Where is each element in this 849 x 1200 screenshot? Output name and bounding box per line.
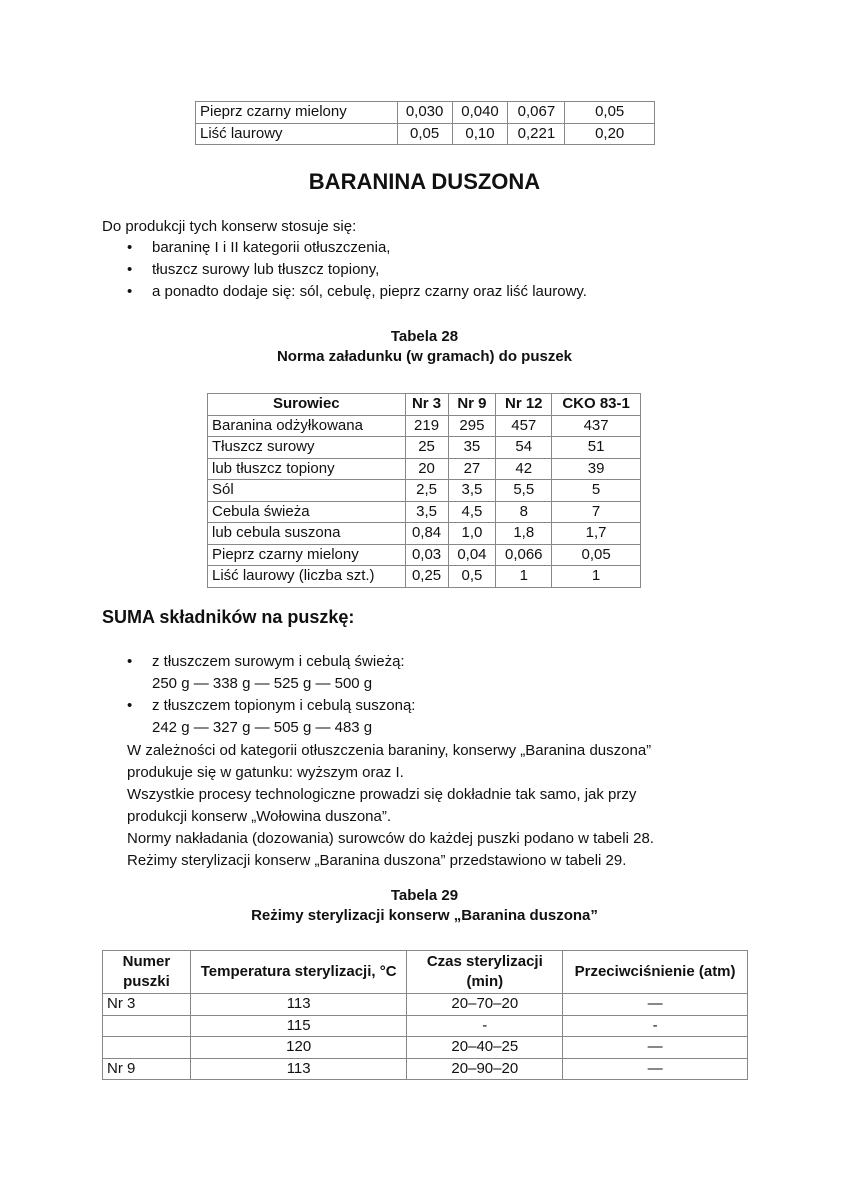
cell-value: 27 <box>448 458 496 480</box>
cell-value: — <box>563 1058 748 1080</box>
paragraph-line: Normy nakładania (dozowania) surowców do każdej puszki podano w tabeli 28. <box>127 830 654 847</box>
row-label: Liść laurowy <box>196 123 398 145</box>
table29 <box>102 950 748 1080</box>
cell-value: 1 <box>552 566 641 588</box>
cell-value: 219 <box>405 415 448 437</box>
row-label: Pieprz czarny mielony <box>208 544 406 566</box>
cell-value: 0,05 <box>397 123 452 145</box>
cell-value: 20–90–20 <box>407 1058 563 1080</box>
column-header: Nr 9 <box>448 394 496 416</box>
column-header: Nr 12 <box>496 394 552 416</box>
cell-value: 20–40–25 <box>407 1037 563 1059</box>
cell-value: 5,5 <box>496 480 552 502</box>
cell-value: - <box>407 1015 563 1037</box>
column-header: CKO 83-1 <box>552 394 641 416</box>
column-header: Numer puszki <box>103 951 191 994</box>
list-item-text: baraninę I i II kategorii otłuszczenia, <box>152 239 391 256</box>
paragraph-line: produkuje się w gatunku: wyższym oraz I. <box>127 764 404 781</box>
cell-value: — <box>563 1037 748 1059</box>
cell-value: 8 <box>496 501 552 523</box>
table-row <box>208 415 641 437</box>
paragraph-line: Wszystkie procesy technologiczne prowadzi się dokładnie tak samo, jak przy <box>127 786 637 803</box>
list-item-values: 250 g — 338 g — 525 g — 500 g <box>152 675 373 692</box>
table-row <box>208 480 641 502</box>
cell-value: 25 <box>405 437 448 459</box>
intro-text: Do produkcji tych konserw stosuje się: <box>102 218 357 235</box>
table28 <box>207 393 641 588</box>
table29-caption: Reżimy sterylizacji konserw „Baranina duszona” <box>251 907 598 924</box>
cell-value: 113 <box>190 994 407 1016</box>
cell-value: 35 <box>448 437 496 459</box>
cell-value: 113 <box>190 1058 407 1080</box>
top-table <box>195 101 655 145</box>
row-label: Cebula świeża <box>208 501 406 523</box>
cell-value: 0,221 <box>508 123 565 145</box>
cell-value: 0,040 <box>452 102 508 124</box>
cell-value: 0,25 <box>405 566 448 588</box>
column-header: Nr 3 <box>405 394 448 416</box>
cell-value: 0,5 <box>448 566 496 588</box>
list-item-text: a ponadto dodaje się: sól, cebulę, pieprz czarny oraz liść laurowy. <box>152 283 587 300</box>
cell-value: 39 <box>552 458 641 480</box>
cell-value: - <box>563 1015 748 1037</box>
cell-value: 0,03 <box>405 544 448 566</box>
cell-value: 0,05 <box>552 544 641 566</box>
list-item-label: z tłuszczem topionym i cebulą suszoną: <box>152 697 416 714</box>
table-row <box>103 1037 748 1059</box>
row-label: lub tłuszcz topiony <box>208 458 406 480</box>
cell-value: 0,20 <box>565 123 655 145</box>
bullet-icon: • <box>127 653 133 670</box>
paragraph-line: Reżimy sterylizacji konserw „Baranina duszona” przedstawiono w tabeli 29. <box>127 852 627 869</box>
cell-value: 437 <box>552 415 641 437</box>
page-title: BARANINA DUSZONA <box>308 169 541 194</box>
cell-value: — <box>563 994 748 1016</box>
cell-value: 54 <box>496 437 552 459</box>
table-row <box>208 566 641 588</box>
list-item-values: 242 g — 327 g — 505 g — 483 g <box>152 719 373 736</box>
row-label: Nr 3 <box>103 994 191 1016</box>
row-label: Nr 9 <box>103 1058 191 1080</box>
cell-value: 0,067 <box>508 102 565 124</box>
list-item-label: z tłuszczem surowym i cebulą świeżą: <box>152 653 405 670</box>
list-item <box>127 259 587 281</box>
paragraph-line: W zależności od kategorii otłuszczenia baraniny, konserwy „Baranina duszona” <box>127 742 652 759</box>
cell-value: 0,066 <box>496 544 552 566</box>
row-label <box>103 1037 191 1059</box>
table-row <box>208 458 641 480</box>
table-row <box>196 123 655 145</box>
paragraph-line: produkcji konserw „Wołowina duszona”. <box>127 808 392 825</box>
cell-value: 1,8 <box>496 523 552 545</box>
row-label: Liść laurowy (liczba szt.) <box>208 566 406 588</box>
list-item <box>127 651 415 695</box>
table-row <box>208 437 641 459</box>
bullet-icon: • <box>127 283 133 300</box>
row-label: Baranina odżyłkowana <box>208 415 406 437</box>
table-row <box>208 501 641 523</box>
column-header: Surowiec <box>208 394 406 416</box>
cell-value: 20 <box>405 458 448 480</box>
cell-value: 1 <box>496 566 552 588</box>
cell-value: 120 <box>190 1037 407 1059</box>
table-row <box>208 544 641 566</box>
table-row <box>103 994 748 1016</box>
table28-label: Tabela 28 <box>390 328 459 345</box>
cell-value: 5 <box>552 480 641 502</box>
table-row <box>103 1058 748 1080</box>
list-item <box>127 237 587 259</box>
column-header: Czas sterylizacji (min) <box>407 951 563 994</box>
cell-value: 457 <box>496 415 552 437</box>
intro-bullet-list <box>127 237 587 303</box>
list-item-text: tłuszcz surowy lub tłuszcz topiony, <box>152 261 380 278</box>
suma-paragraph <box>127 740 654 872</box>
suma-list <box>127 651 416 739</box>
list-item <box>127 281 587 303</box>
cell-value: 0,10 <box>452 123 508 145</box>
suma-heading: SUMA składników na puszkę: <box>102 607 355 627</box>
bullet-icon: • <box>127 239 133 256</box>
bullet-icon: • <box>127 261 133 278</box>
table29-label: Tabela 29 <box>390 887 459 904</box>
row-label <box>103 1015 191 1037</box>
cell-value: 0,030 <box>397 102 452 124</box>
cell-value: 1,0 <box>448 523 496 545</box>
cell-value: 1,7 <box>552 523 641 545</box>
cell-value: 3,5 <box>405 501 448 523</box>
bullet-icon: • <box>127 697 133 714</box>
cell-value: 7 <box>552 501 641 523</box>
column-header: Przeciwciśnienie (atm) <box>563 951 748 994</box>
table-row <box>196 102 655 124</box>
row-label: Pieprz czarny mielony <box>196 102 398 124</box>
cell-value: 51 <box>552 437 641 459</box>
row-label: Sól <box>208 480 406 502</box>
cell-value: 0,05 <box>565 102 655 124</box>
table-row <box>103 1015 748 1037</box>
cell-value: 2,5 <box>405 480 448 502</box>
cell-value: 4,5 <box>448 501 496 523</box>
cell-value: 295 <box>448 415 496 437</box>
cell-value: 3,5 <box>448 480 496 502</box>
cell-value: 115 <box>190 1015 407 1037</box>
cell-value: 20–70–20 <box>407 994 563 1016</box>
row-label: lub cebula suszona <box>208 523 406 545</box>
row-label: Tłuszcz surowy <box>208 437 406 459</box>
table28-caption: Norma załadunku (w gramach) do puszek <box>276 348 573 365</box>
cell-value: 42 <box>496 458 552 480</box>
list-item <box>127 695 416 739</box>
column-header: Temperatura sterylizacji, °C <box>190 951 407 994</box>
cell-value: 0,84 <box>405 523 448 545</box>
cell-value: 0,04 <box>448 544 496 566</box>
table-row <box>208 523 641 545</box>
